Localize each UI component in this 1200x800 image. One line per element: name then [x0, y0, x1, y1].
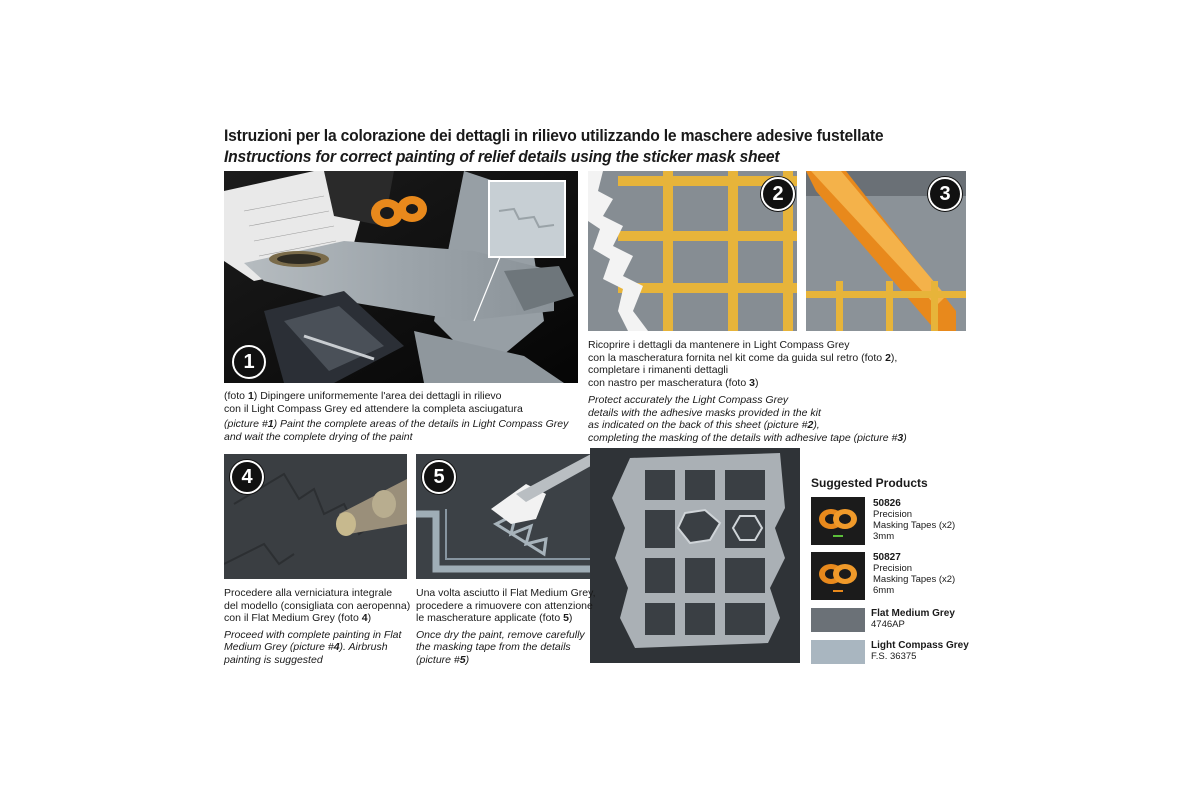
- caption-23-it-line-2: con la mascheratura fornita nel kit come da guida sul retro (foto 2),: [588, 351, 898, 364]
- photo-4-airbrush-painting: [224, 454, 407, 579]
- caption-step-4: [224, 587, 410, 666]
- caption-5-en-line-3: (picture #5): [416, 653, 470, 666]
- masking-tape-rolls-icon: [811, 552, 865, 600]
- product-50826-info: [873, 498, 955, 542]
- paint-code: F.S. 36375: [871, 651, 917, 662]
- caption-4-it-line-3: con il Flat Medium Grey (foto 4): [224, 612, 372, 624]
- photo-mask-sheet: [590, 448, 800, 663]
- mask-sheet-image: [590, 448, 800, 663]
- product-desc-line-1: Precision: [873, 563, 913, 574]
- caption-23-it-line-3: completare i rimanenti dettagli: [588, 364, 729, 376]
- caption-23-en-line-4: completing the masking of the details with adhesive tape (picture #3): [588, 431, 907, 444]
- paint-code: 4746AP: [871, 619, 905, 630]
- aircraft-model-image: [224, 171, 578, 383]
- caption-5-it-line-1: Una volta asciutto il Flat Medium Grey,: [416, 587, 596, 599]
- swatch-light-compass-grey: [811, 640, 865, 664]
- masking-tape-rolls-icon: [811, 497, 865, 545]
- caption-step-1: [224, 390, 568, 443]
- photo-2-mask-applied: [588, 171, 797, 331]
- caption-4-en-line-1: Proceed with complete painting in Flat: [224, 628, 402, 641]
- caption-23-en-line-1: Protect accurately the Light Compass Grey: [588, 394, 789, 406]
- photo-3-tape-application: [806, 171, 966, 331]
- photo-1-aircraft-model: [224, 171, 578, 383]
- caption-23-it-line-1: Ricoprire i dettagli da mantenere in Light Compass Grey: [588, 339, 850, 351]
- caption-23-en-line-3: as indicated on the back of this sheet (picture #2),: [588, 419, 820, 431]
- paint-name: Light Compass Grey: [871, 640, 969, 651]
- suggested-products-title: Suggested Products: [811, 476, 928, 490]
- step-badge-4: 4: [230, 460, 264, 494]
- step-badge-2: 2: [761, 177, 795, 211]
- step-badge-3: 3: [928, 177, 962, 211]
- swatch-flat-medium-grey: [811, 608, 865, 632]
- product-code: 50827: [873, 552, 901, 563]
- caption-23-it-line-4: con nastro per mascheratura (foto 3): [588, 376, 759, 389]
- title-italian: Istruzioni per la colorazione dei dettagli in rilievo utilizzando le maschere adesive fustellate: [224, 126, 884, 145]
- caption-5-en-line-1: Once dry the paint, remove carefully: [416, 628, 585, 641]
- product-desc-line-3: 6mm: [873, 585, 895, 596]
- photo-5-mask-removal: [416, 454, 598, 579]
- paint-flat-medium-grey-info: [871, 608, 955, 630]
- paint-name: Flat Medium Grey: [871, 608, 955, 619]
- caption-4-en-line-2: Medium Grey (picture #4). Airbrush: [224, 641, 388, 653]
- product-desc-line-1: Precision: [873, 509, 913, 520]
- title-english: Instructions for correct painting of relief details using the sticker mask sheet: [224, 147, 780, 166]
- caption-1-it-line-1: (foto 1) Dipingere uniformemente l'area dei dettagli in rilievo: [224, 390, 502, 402]
- caption-4-it-line-2: del modello (consigliata con aeropenna): [224, 599, 411, 612]
- product-50827-thumbnail: [811, 552, 865, 600]
- caption-1-it-line-2: con il Light Compass Grey ed attendere la completa asciugatura: [224, 402, 523, 415]
- caption-23-en-line-2: details with the adhesive masks provided in the kit: [588, 406, 821, 419]
- caption-4-en-line-3: painting is suggested: [224, 653, 323, 666]
- caption-5-it-line-3: le mascherature applicate (foto 5): [416, 612, 573, 624]
- product-50827-info: [873, 552, 955, 596]
- product-50826-thumbnail: [811, 497, 865, 545]
- paint-light-compass-grey-info: [871, 640, 969, 662]
- caption-5-it-line-2: procedere a rimuovere con attenzione: [416, 599, 593, 612]
- caption-steps-2-3: [588, 339, 907, 444]
- caption-step-5: [416, 587, 596, 666]
- caption-4-it-line-1: Procedere alla verniciatura integrale: [224, 587, 393, 599]
- product-desc-line-3: 3mm: [873, 531, 895, 542]
- product-desc-line-2: Masking Tapes (x2): [873, 574, 956, 585]
- step-badge-1: 1: [232, 345, 266, 379]
- product-desc-line-2: Masking Tapes (x2): [873, 520, 956, 531]
- caption-5-en-line-2: the masking tape from the details: [416, 641, 571, 653]
- caption-1-en-line-2: and wait the complete drying of the paint: [224, 430, 413, 443]
- product-code: 50826: [873, 498, 901, 509]
- step-badge-5: 5: [422, 460, 456, 494]
- caption-1-en-line-1: (picture #1) Paint the complete areas of the details in Light Compass Grey: [224, 418, 569, 430]
